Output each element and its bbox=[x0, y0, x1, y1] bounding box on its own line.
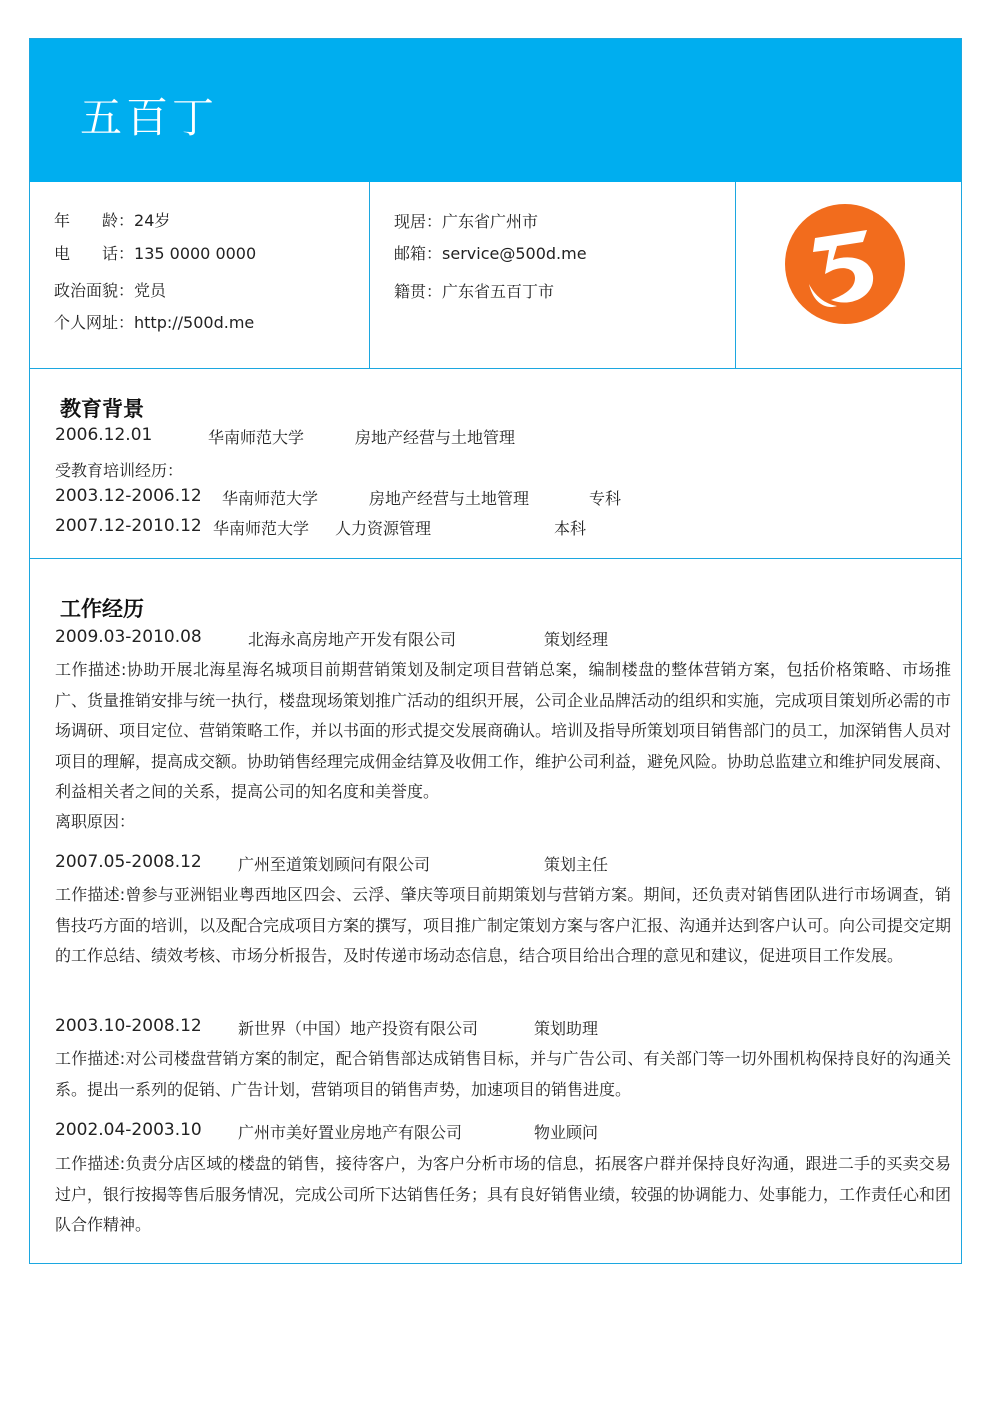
job-header bbox=[55, 1016, 599, 1038]
job-header bbox=[55, 1120, 599, 1142]
age-row bbox=[54, 208, 170, 231]
residence-row bbox=[394, 209, 538, 232]
politics-value: 党员 bbox=[134, 281, 167, 300]
job-company: 北海永高房地产开发有限公司 bbox=[248, 630, 457, 649]
age-label: 年 龄： bbox=[54, 211, 135, 230]
job-position: 物业顾问 bbox=[534, 1123, 599, 1142]
website-link[interactable]: http://500d.me bbox=[134, 313, 255, 332]
training-label: 受教育培训经历： bbox=[55, 461, 184, 480]
edu-major: 房地产经营与土地管理 bbox=[369, 489, 530, 508]
education-section bbox=[30, 369, 961, 559]
edu-date: 2007.12-2010.12 bbox=[55, 516, 202, 536]
job-description: 工作描述:对公司楼盘营销方案的制定，配合销售部达成销售目标，并与广告公司、有关部门等一切外围机构保持良好的沟通关系。提出一系列的促销、广告计划，营销项目的销售声势，加速项目的销售进度。 bbox=[55, 1049, 951, 1099]
edu-date: 2006.12.01 bbox=[55, 425, 153, 445]
divider bbox=[369, 182, 370, 368]
website-row bbox=[54, 310, 254, 333]
divider bbox=[735, 182, 736, 368]
politics-label: 政治面貌： bbox=[54, 281, 135, 300]
leave-reason: 离职原因： bbox=[55, 812, 136, 831]
email-row bbox=[394, 241, 587, 264]
job-date: 2003.10-2008.12 bbox=[55, 1016, 202, 1036]
edu-degree: 本科 bbox=[554, 519, 587, 538]
resume-frame bbox=[29, 38, 962, 1264]
edu-degree: 专科 bbox=[589, 489, 622, 508]
personal-info bbox=[30, 182, 961, 369]
person-name: 五百丁 bbox=[80, 93, 219, 142]
job-header bbox=[55, 852, 609, 874]
education-title: 教育背景 bbox=[60, 397, 144, 421]
edu-major: 房地产经营与土地管理 bbox=[355, 428, 516, 447]
job-position: 策划主任 bbox=[544, 855, 609, 874]
politics-row bbox=[54, 278, 166, 301]
residence-label: 现居： bbox=[394, 212, 443, 231]
job-description: 工作描述:曾参与亚洲铝业粤西地区四会、云浮、肇庆等项目前期策划与营销方案。期间，还负责对销售团队进行市场调查，销售技巧方面的培训，以及配合完成项目方案的撰写，项目推广制定策划方案与客户汇报、沟通并达到客户认可。向公司提交定期的工作总结、绩效考核、市场分析报告，及时传递市场动态信息，结合项目给出合理的意见和建议，促进项目工作发展。 bbox=[55, 885, 952, 965]
edu-major: 人力资源管理 bbox=[335, 519, 432, 538]
website-label: 个人网址： bbox=[54, 313, 135, 332]
email-link[interactable]: service@500d.me bbox=[442, 244, 587, 263]
hometown-label: 籍贯： bbox=[394, 282, 443, 301]
phone-row bbox=[54, 241, 256, 264]
edu-school: 华南师范大学 bbox=[222, 489, 319, 508]
edu-school: 华南师范大学 bbox=[208, 428, 305, 447]
job-company: 广州市美好置业房地产有限公司 bbox=[238, 1123, 463, 1142]
hometown-row bbox=[394, 279, 554, 302]
job-position: 策划助理 bbox=[534, 1019, 599, 1038]
header-banner bbox=[30, 39, 961, 182]
email-label: 邮箱： bbox=[394, 244, 443, 263]
training-entry bbox=[55, 516, 587, 538]
education-main bbox=[55, 425, 516, 447]
edu-school: 华南师范大学 bbox=[213, 519, 310, 538]
edu-date: 2003.12-2006.12 bbox=[55, 486, 202, 506]
job-position: 策划经理 bbox=[544, 630, 609, 649]
hometown-value: 广东省五百丁市 bbox=[442, 282, 555, 301]
work-section bbox=[30, 559, 961, 1265]
job-header bbox=[55, 627, 609, 649]
work-title: 工作经历 bbox=[60, 597, 144, 621]
job-date: 2007.05-2008.12 bbox=[55, 852, 202, 872]
phone-value: 135 0000 0000 bbox=[134, 244, 257, 263]
job-description: 工作描述:协助开展北海星海名城项目前期营销策划及制定项目营销总案，编制楼盘的整体营销方案，包括价格策略、市场推广、货量推销安排与统一执行，楼盘现场策划推广活动的组织开展，公司企业品牌活动的组织和实施，完成项目策划所必需的市场调研、项目定位、营销策略工作，并以书面的形式提交发展商确认。培训及指导所策划项目销售部门的员工，加深销售人员对项目的理解，提高成交额。协助销售经理完成佣金结算及收佣工作，维护公司利益，避免风险。协助总监建立和维护同发展商、利益相关者之间的关系，提高公司的知名度和美誉度。 bbox=[55, 660, 952, 801]
training-entry bbox=[55, 486, 622, 508]
age-value: 24岁 bbox=[134, 211, 171, 230]
job-company: 新世界（中国）地产投资有限公司 bbox=[238, 1019, 479, 1038]
job-date: 2002.04-2003.10 bbox=[55, 1120, 202, 1140]
job-date: 2009.03-2010.08 bbox=[55, 627, 202, 647]
500d-logo-icon bbox=[785, 204, 905, 324]
phone-label: 电 话： bbox=[54, 244, 135, 263]
job-company: 广州至道策划顾问有限公司 bbox=[238, 855, 431, 874]
residence-value: 广东省广州市 bbox=[442, 212, 539, 231]
job-description: 工作描述:负责分店区域的楼盘的销售，接待客户，为客户分析市场的信息，拓展客户群并保持良好沟通，跟进二手的买卖交易过户，银行按揭等售后服务情况，完成公司所下达销售任务；具有良好销售业绩，较强的协调能力、处事能力，工作责任心和团队合作精神。 bbox=[55, 1154, 952, 1234]
